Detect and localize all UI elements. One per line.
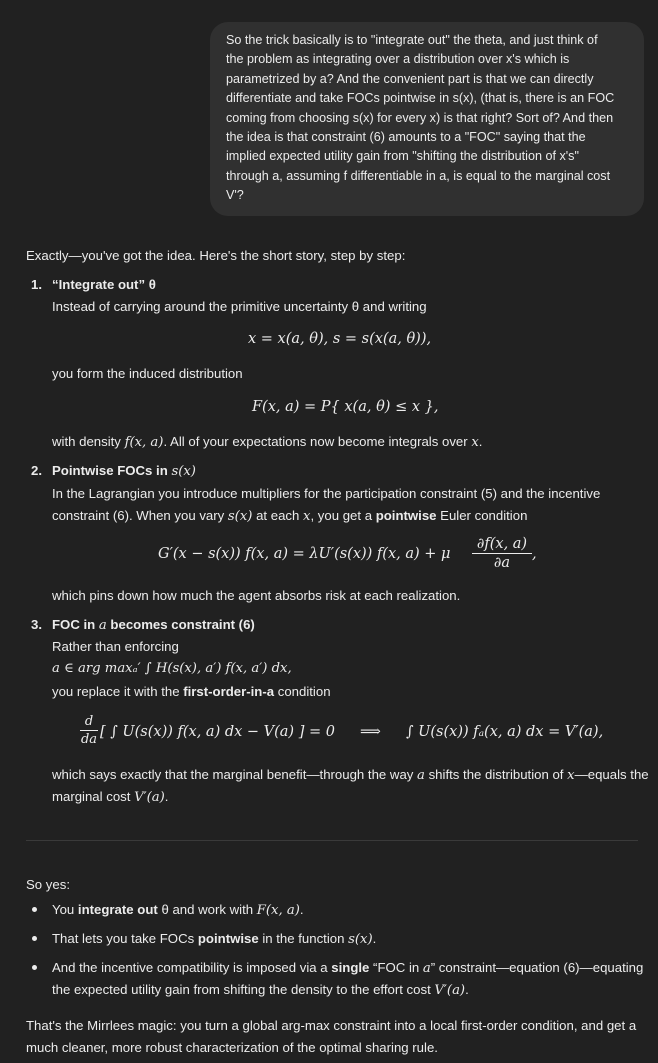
step-3-text: Rather than enforcing bbox=[52, 639, 179, 654]
so-yes-heading: So yes: bbox=[26, 877, 70, 892]
text-fragment: constraint (6). When you vary bbox=[52, 508, 228, 523]
bullet-item-2 bbox=[52, 929, 376, 949]
bullet-item-3 bbox=[52, 958, 643, 978]
bold-text: pointwise bbox=[197, 931, 259, 946]
math-a: a bbox=[417, 768, 425, 783]
bold-text: integrate out bbox=[77, 902, 158, 917]
text-fragment: shifts the distribution of bbox=[424, 767, 568, 782]
user-message-line: coming from choosing s(x) for every x) is that right? Sort of? And then bbox=[226, 110, 614, 125]
text-fragment: marginal cost bbox=[52, 789, 135, 804]
user-message-line: through a, assuming f differentiable in a, is equal to the marginal cost bbox=[226, 168, 611, 183]
text-fragment: . bbox=[465, 982, 469, 997]
math-x: x bbox=[471, 435, 479, 450]
equation-euler-condition bbox=[158, 545, 450, 564]
user-message-line: the idea is that constraint (6) amounts to a "FOC" saying that the bbox=[226, 130, 586, 145]
step-1-text: Instead of carrying around the primitive uncertainty θ and writing bbox=[52, 299, 427, 314]
math-s-x: s(x) bbox=[171, 464, 196, 479]
user-message-line: differentiate and take FOCs pointwise in s(x), (that is, there is an FOC bbox=[226, 91, 615, 106]
text-fragment: θ and work with bbox=[157, 902, 257, 917]
math-s-x: s(x) bbox=[227, 509, 253, 524]
bullet-item-3-continued bbox=[52, 980, 469, 1000]
divider bbox=[26, 840, 638, 841]
text-fragment: Pointwise FOCs in bbox=[52, 463, 172, 478]
step-1-number: 1. bbox=[31, 277, 42, 292]
bold-text: pointwise bbox=[375, 508, 437, 523]
math-F: F(x, a) bbox=[256, 903, 300, 918]
text-fragment: ” constraint—equation (6)—equating bbox=[430, 960, 644, 975]
implies-arrow: ⟹ bbox=[360, 724, 381, 740]
user-message-line: So the trick basically is to "integrate out" the theta, and just think of bbox=[226, 33, 598, 47]
text-fragment: . bbox=[372, 931, 377, 946]
user-message-bubble bbox=[210, 22, 644, 216]
step-2-title bbox=[52, 461, 196, 481]
step-2-number: 2. bbox=[31, 463, 42, 478]
math-V-prime: V′(a) bbox=[434, 983, 466, 998]
math-x: x bbox=[303, 509, 311, 524]
step-3-title bbox=[52, 615, 255, 635]
bold-text: first-order-in-a bbox=[183, 684, 275, 699]
step-1-title: “Integrate out” θ bbox=[52, 277, 156, 292]
text-fragment: “FOC in bbox=[369, 960, 423, 975]
math-a: a bbox=[422, 961, 431, 976]
step-1-density-text bbox=[52, 432, 482, 452]
step-1-text: you form the induced distribution bbox=[52, 366, 243, 381]
text-fragment: becomes constraint (6) bbox=[106, 617, 255, 632]
fraction-denominator: ∂a bbox=[493, 555, 511, 571]
text-fragment: That lets you take FOCs bbox=[52, 931, 198, 946]
step-3-number: 3. bbox=[31, 617, 42, 632]
text-fragment: with density bbox=[52, 434, 125, 449]
text-fragment: in the function bbox=[258, 931, 349, 946]
bold-text: single bbox=[331, 960, 370, 975]
text-fragment: Euler condition bbox=[436, 508, 528, 523]
text-fragment: —equals the bbox=[574, 767, 649, 782]
text-fragment: . All of your expectations now become integrals over bbox=[163, 434, 472, 449]
equation-foc-right: ∫ U(s(x)) fₐ(x, a) dx = V′(a), bbox=[406, 724, 604, 740]
user-message-line: the problem as integrating over a distribution over x's which is bbox=[226, 52, 570, 67]
math-x: x bbox=[567, 768, 575, 783]
step-2-text: which pins down how much the agent absorbs risk at each realization. bbox=[52, 588, 461, 603]
text-fragment: you replace it with the bbox=[52, 684, 184, 699]
text-fragment: And the incentive compatibility is imposed via a bbox=[52, 960, 332, 975]
inline-equation-argmax: a ∈ arg maxₐ′ ∫ H(s(x), a′) f(x, a′) dx, bbox=[52, 661, 292, 676]
bullet-dot bbox=[32, 907, 37, 912]
equation-induced-distribution: F(x, a) = P{ x(a, θ) ≤ x }, bbox=[252, 399, 439, 415]
step-3-text bbox=[52, 682, 331, 701]
text-fragment: at each bbox=[252, 508, 303, 523]
user-message-line: V'? bbox=[226, 188, 244, 203]
step-3-text bbox=[52, 765, 649, 785]
assistant-intro: Exactly—you've got the idea. Here's the short story, step by step: bbox=[26, 248, 406, 263]
text-fragment: . bbox=[478, 434, 483, 449]
step-2-text bbox=[52, 506, 527, 526]
text-fragment: You bbox=[52, 902, 78, 917]
math-a: a bbox=[98, 618, 107, 633]
bullet-item-1 bbox=[52, 900, 304, 920]
equation-derivative-fraction bbox=[80, 713, 98, 748]
text-fragment: . bbox=[299, 902, 304, 917]
closing-text: much cleaner, more robust characterization of the optimal sharing rule. bbox=[26, 1040, 438, 1055]
step-2-text: In the Lagrangian you introduce multipliers for the participation constraint (5) and the incentive bbox=[52, 486, 601, 501]
fraction-denominator: da bbox=[80, 732, 98, 747]
user-message-line: parametrized by a? And the convenient part is that we can directly bbox=[226, 71, 594, 86]
equation-comma: , bbox=[532, 546, 537, 562]
equation-fraction bbox=[472, 535, 532, 572]
text-fragment: which says exactly that the marginal benefit—through the way bbox=[52, 767, 418, 782]
bullet-dot bbox=[32, 936, 37, 941]
text-fragment: the expected utility gain from shifting the density to the effort cost bbox=[52, 982, 435, 997]
bullet-dot bbox=[32, 965, 37, 970]
equation-foc-left: [ ∫ U(s(x)) f(x, a) dx − V(a) ] = 0 bbox=[100, 724, 335, 740]
equation-left: G′(x − s(x)) f(x, a) = λU′(s(x)) f(x, a) + μ bbox=[158, 546, 451, 562]
equation-x-s: x = x(a, θ), s = s(x(a, θ)), bbox=[248, 331, 432, 347]
text-fragment: FOC in bbox=[52, 617, 99, 632]
text-fragment: . bbox=[164, 789, 169, 804]
math-s-x: s(x) bbox=[348, 932, 373, 947]
math-f: f(x, a) bbox=[124, 435, 164, 450]
user-message-line: implied expected utility gain from "shifting the distribution of x's" bbox=[226, 149, 579, 164]
step-3-text bbox=[52, 787, 168, 807]
closing-text: That's the Mirrlees magic: you turn a global arg-max constraint into a local first-order condition, and get a bbox=[26, 1018, 637, 1033]
text-fragment: condition bbox=[274, 684, 331, 699]
text-fragment: , you get a bbox=[310, 508, 376, 523]
fraction-numerator: ∂f(x, a) bbox=[472, 535, 532, 554]
fraction-numerator: d bbox=[80, 713, 98, 731]
math-V-prime: V′(a) bbox=[134, 790, 165, 805]
